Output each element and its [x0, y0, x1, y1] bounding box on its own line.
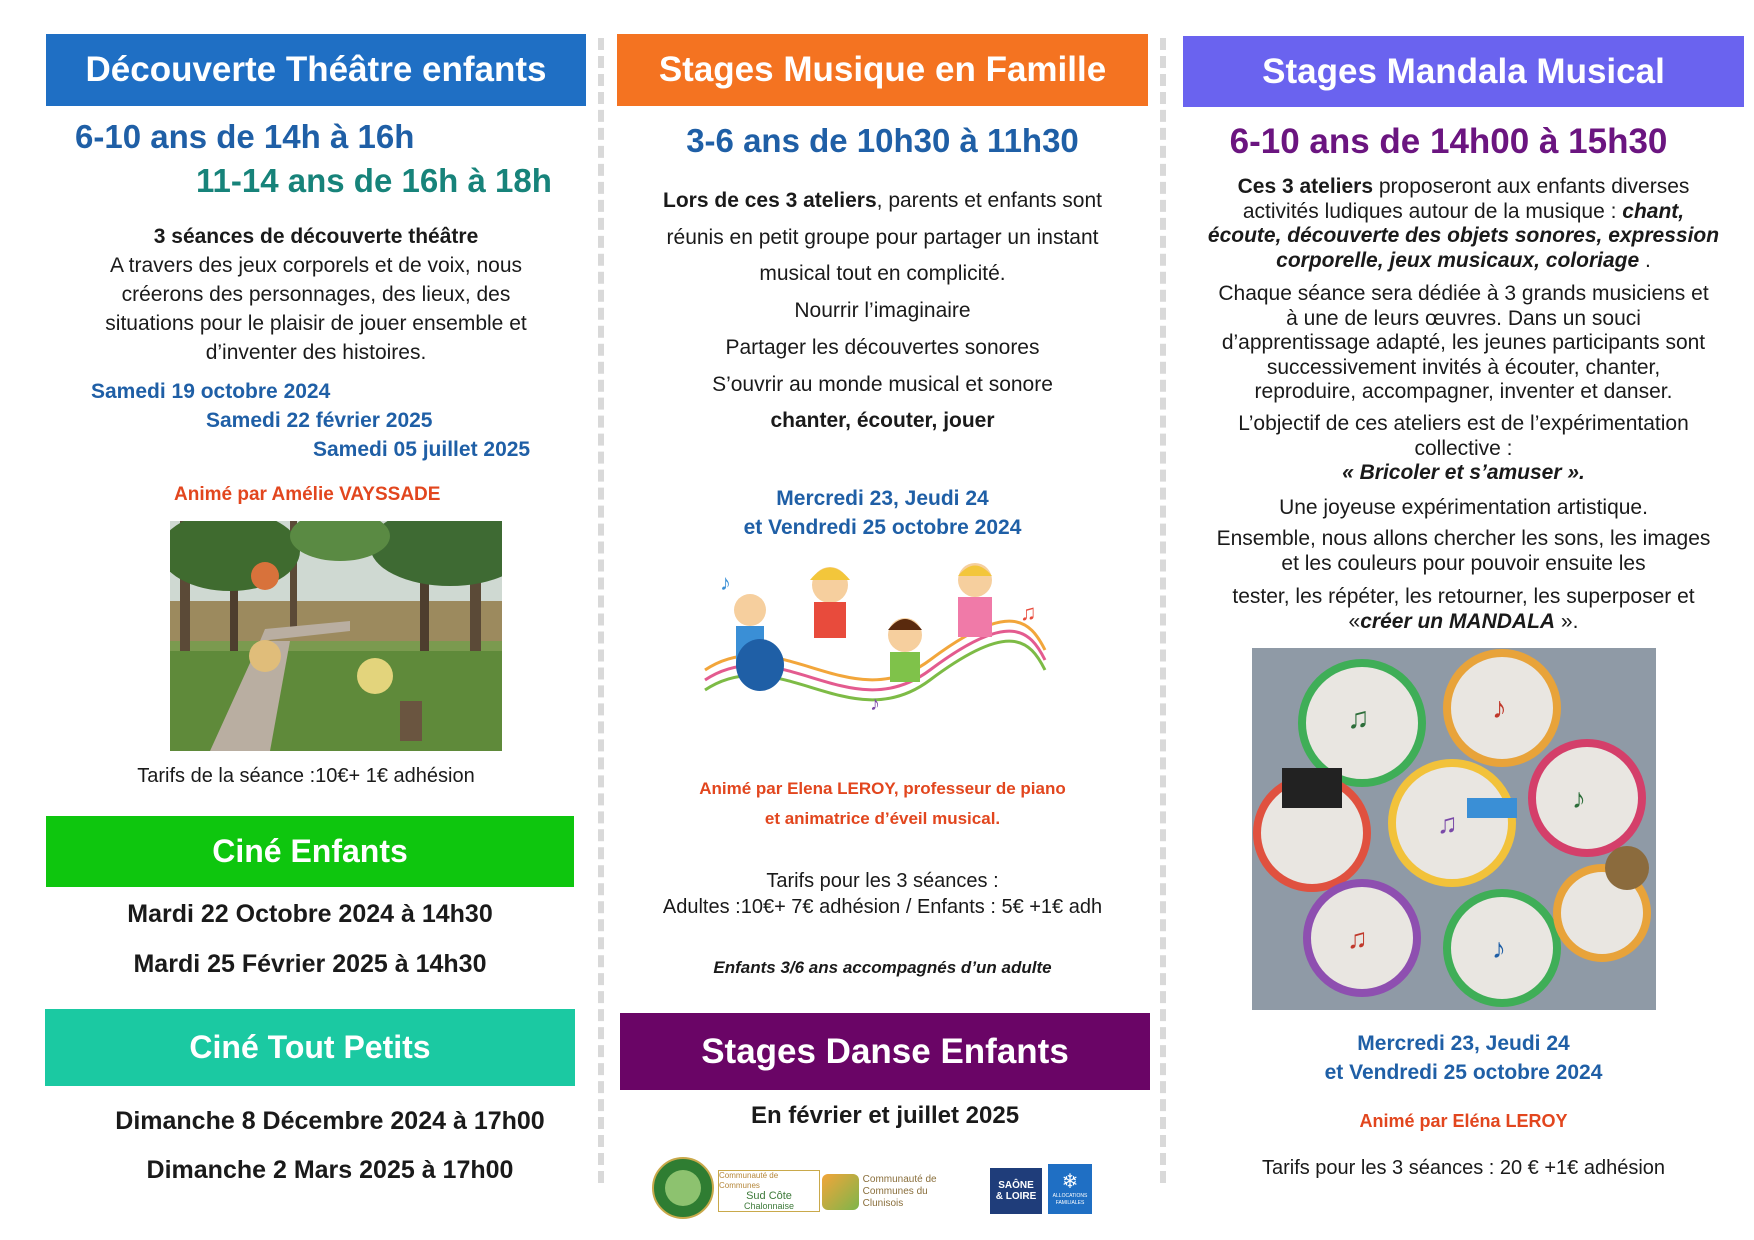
theatre-tarif: Tarifs de la séance :10€+ 1€ adhésion: [137, 765, 475, 787]
association-logo: [652, 1157, 714, 1219]
mandala-p5-line: Ensemble, nous allons chercher les sons, les images: [1216, 527, 1711, 550]
mandala-p1-text: .: [1639, 248, 1651, 272]
cine-enfants-band: [46, 816, 574, 887]
musique-title-band: [617, 34, 1148, 106]
mandala-title: Stages Mandala Musical: [1262, 51, 1665, 91]
mandala-p2-line: d’apprentissage adapté, les jeunes participants sont: [1221, 331, 1706, 355]
musique-description: [617, 183, 1148, 440]
theatre-animator: Animé par Amélie VAYSSADE: [174, 484, 441, 505]
theatre-date-3: Samedi 05 juillet 2025: [313, 438, 531, 461]
theatre-heading: 3 séances de découverte théâtre: [153, 225, 479, 248]
theatre-date-1: Samedi 19 octobre 2024: [91, 380, 331, 403]
mandala-dates: [1183, 1029, 1744, 1087]
svg-text:♪: ♪: [720, 570, 731, 595]
mandala-p2-line: successivement invités à écouter, chanter,: [1266, 355, 1661, 379]
theatre-date-2: Samedi 22 février 2025: [206, 409, 433, 432]
theatre-line: d’inventer des histoires.: [205, 341, 427, 364]
logo-text: Chalonnaise: [743, 1201, 795, 1211]
musique-tarif-2: Adultes :10€+ 7€ adhésion / Enfants : 5€ +1€ adh: [662, 896, 1103, 918]
mandala-p1-italic: écoute, découverte des objets sonores, expression: [1207, 224, 1720, 247]
logo-text: Communes du Clunisois: [862, 1186, 928, 1209]
cine-enfants-date-1: Mardi 22 Octobre 2024 à 14h30: [127, 900, 493, 928]
theatre-line: créerons des personnages, des lieux, des: [121, 283, 511, 306]
mandala-animator: Animé par Eléna LEROY: [1359, 1111, 1568, 1131]
musique-dates-2: et Vendredi 25 octobre 2024: [743, 516, 1022, 539]
musique-line: Nourrir l’imaginaire: [794, 299, 971, 323]
theatre-line: situations pour le plaisir de jouer ensemble et: [105, 312, 527, 335]
theatre-age-2: 11-14 ans de 16h à 18h: [196, 162, 552, 199]
sud-cote-chalonnaise-logo: [718, 1170, 820, 1212]
column-separator: [1160, 38, 1166, 1183]
mandala-p2-line: reproduire, accompagner, inventer et danser.: [1254, 380, 1673, 404]
svg-text:♪: ♪: [1572, 783, 1586, 814]
cine-petits-date-1: Dimanche 8 Décembre 2024 à 17h00: [115, 1107, 545, 1135]
mandala-p1-bold: Ces 3 ateliers: [1237, 175, 1374, 198]
danse-dates: En février et juillet 2025: [750, 1102, 1020, 1129]
mandala-title-band: [1183, 36, 1744, 107]
theatre-description: [46, 222, 586, 367]
theatre-age-1: 6-10 ans de 14h à 16h: [75, 118, 415, 155]
tree-icon: [665, 1170, 701, 1206]
logo-text: Communauté de Communes: [719, 1171, 779, 1190]
musique-animator-1: Animé par Elena LEROY, professeur de piano: [699, 779, 1066, 798]
mandala-dates-1: Mercredi 23, Jeudi 24: [1357, 1032, 1570, 1055]
theatre-title: Découverte Théâtre enfants: [85, 50, 547, 89]
svg-text:♪: ♪: [1492, 692, 1507, 725]
musique-age: 3-6 ans de 10h30 à 11h30: [686, 122, 1079, 159]
mandala-p2-line: à une de leurs œuvres. Dans un souci: [1286, 306, 1641, 330]
mandala-tarif: Tarifs pour les 3 séances : 20 € +1€ adhésion: [1261, 1157, 1666, 1179]
mandala-age: 6-10 ans de 14h00 à 15h30: [1229, 122, 1668, 161]
mandala-p1-text: activités ludiques autour de la musique :: [1242, 199, 1623, 223]
mandala-p5-line: tester, les répéter, les retourner, les superposer et: [1232, 585, 1695, 608]
mandala-p5-line: et les couleurs pour pouvoir ensuite les: [1281, 551, 1646, 575]
musique-note: Enfants 3/6 ans accompagnés d’un adulte: [713, 958, 1052, 977]
svg-text:♪: ♪: [1492, 933, 1506, 964]
mandala-p1-italic: corporelle, jeux musicaux, coloriage: [1276, 248, 1640, 272]
mandala-photo: [1252, 648, 1656, 1010]
leaf-icon: [822, 1174, 859, 1210]
svg-text:♫: ♫: [1020, 600, 1037, 625]
logo-text: ALLOCATIONS: [1052, 1193, 1088, 1199]
caf-logo: [1048, 1164, 1092, 1214]
musique-animator: [617, 774, 1148, 834]
cine-petits-date-2: Dimanche 2 Mars 2025 à 17h00: [146, 1156, 514, 1184]
mandala-paragraph-5b: [1183, 585, 1744, 634]
cine-enfants-date-2: Mardi 25 Février 2025 à 14h30: [133, 950, 487, 978]
theatre-title-band: [46, 34, 586, 106]
mandala-paragraph-3: [1183, 412, 1744, 486]
musique-line: musical tout en complicité.: [759, 262, 1006, 286]
musique-line: Partager les découvertes sonores: [725, 335, 1040, 359]
mandala-p5-text: ».: [1555, 609, 1579, 633]
theatre-line: A travers des jeux corporels et de voix, nous: [109, 254, 523, 277]
mandala-p3-line: L’objectif de ces ateliers est de l’expérimentation: [1238, 412, 1689, 435]
mandala-quote: « Bricoler et s’amuser ».: [1342, 461, 1585, 485]
musique-intro-rest: , parents et enfants sont: [876, 189, 1102, 212]
musique-dates-1: Mercredi 23, Jeudi 24: [776, 487, 989, 510]
mandala-p2-line: Chaque séance sera dédiée à 3 grands musiciens et: [1218, 282, 1709, 305]
musique-intro-bold: Lors de ces 3 ateliers: [663, 189, 877, 212]
mandala-paragraph-4: Une joyeuse expérimentation artistique.: [1279, 496, 1648, 519]
theatre-photo: [170, 521, 502, 751]
mandala-p3-line: collective :: [1414, 436, 1513, 460]
svg-text:♫: ♫: [1347, 702, 1370, 735]
mandala-dates-2: et Vendredi 25 octobre 2024: [1324, 1061, 1603, 1084]
musique-children-illustration: [700, 560, 1050, 740]
mandala-p1-italic: chant,: [1622, 199, 1685, 223]
musique-line: S’ouvrir au monde musical et sonore: [712, 372, 1053, 396]
logo-text: Communauté de: [862, 1174, 937, 1185]
clunisois-logo: [822, 1172, 962, 1212]
mandala-paragraph-1: [1183, 175, 1744, 273]
snowflake-icon: ❄: [1061, 1171, 1079, 1193]
mandala-p5-italic: créer un MANDALA: [1360, 609, 1556, 633]
mandala-paragraph-2: [1183, 282, 1744, 405]
mandala-p1-rest: proposeront aux enfants diverses: [1373, 175, 1690, 198]
musique-dates: [617, 484, 1148, 542]
column-separator: [598, 38, 604, 1183]
musique-tarif: [617, 868, 1148, 920]
danse-title-band: [620, 1013, 1150, 1090]
mandala-p5-text: «: [1348, 609, 1361, 633]
svg-text:♪: ♪: [870, 693, 880, 715]
cine-enfants-title: Ciné Enfants: [212, 833, 408, 869]
musique-line: réunis en petit groupe pour partager un instant: [666, 225, 1099, 249]
danse-title: Stages Danse Enfants: [701, 1031, 1069, 1071]
svg-text:♫: ♫: [1347, 923, 1368, 954]
logo-text: & LOIRE: [995, 1191, 1037, 1202]
cine-petits-band: [45, 1009, 575, 1086]
musique-animator-2: et animatrice d’éveil musical.: [764, 809, 1001, 828]
mandala-paragraph-5: [1183, 527, 1744, 576]
logo-text: SAÔNE: [998, 1180, 1034, 1191]
logo-text: Sud Côte: [746, 1190, 792, 1202]
musique-line-bold: chanter, écouter, jouer: [770, 409, 995, 433]
saone-et-loire-logo: [990, 1168, 1042, 1214]
svg-text:♫: ♫: [1437, 808, 1458, 839]
logo-text: FAMILIALES: [1055, 1200, 1085, 1206]
musique-tarif-1: Tarifs pour les 3 séances :: [766, 870, 999, 892]
musique-title: Stages Musique en Famille: [658, 50, 1107, 89]
cine-petits-title: Ciné Tout Petits: [189, 1029, 431, 1065]
